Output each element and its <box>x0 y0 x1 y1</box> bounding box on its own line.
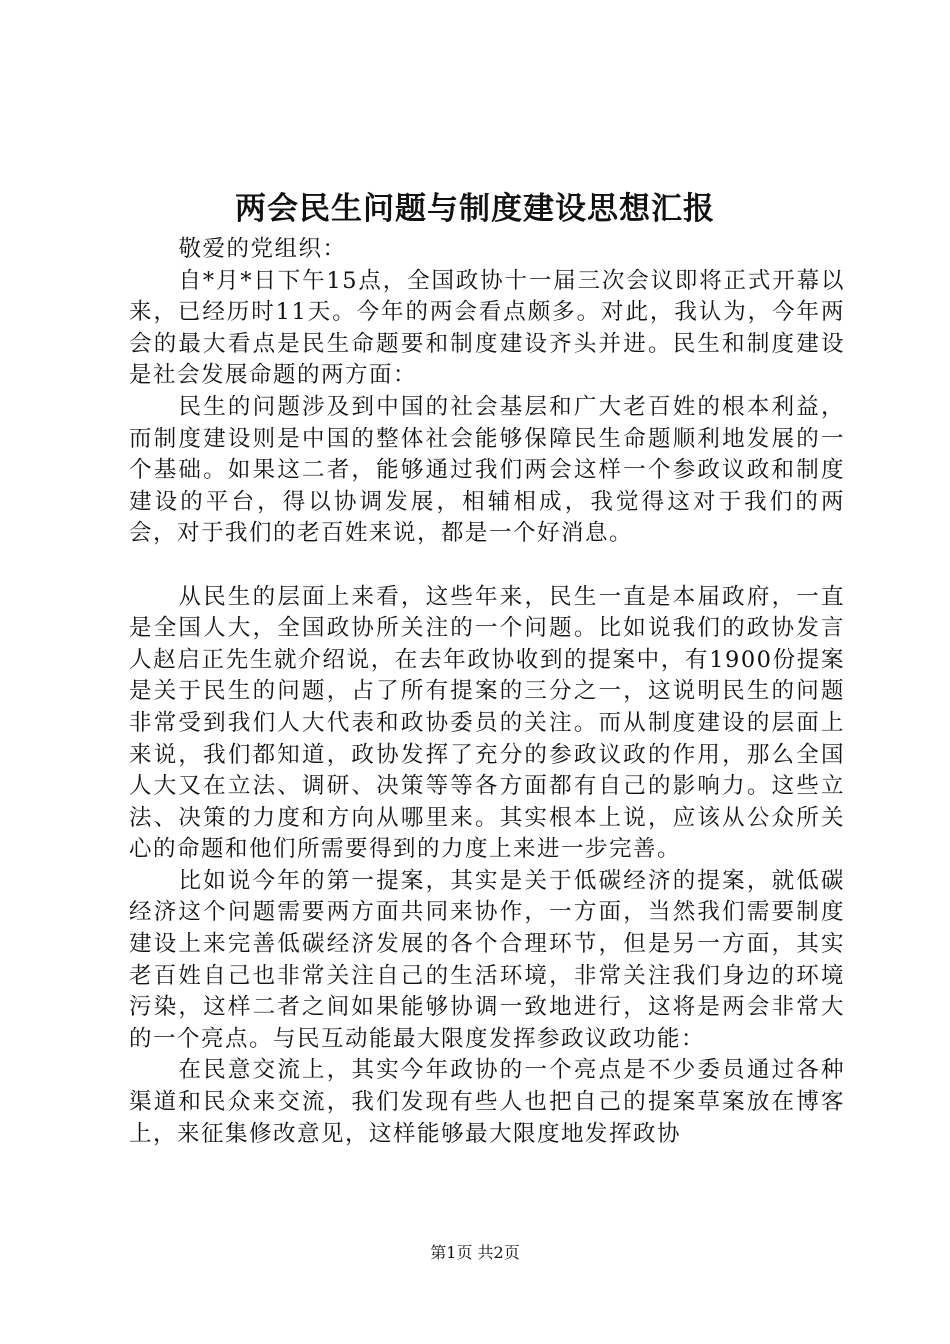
paragraph-1: 自*月*日下午15点，全国政协十一届三次会议即将正式开幕以来，已经历时11天。今年的两会看点颇多。对此，我认为，今年两会的最大看点是民生命题要和制度建设齐头并进。民生和制度建设是社会发展命题的两方面： <box>129 267 845 389</box>
salutation: 敬爱的党组织： <box>178 236 347 262</box>
paragraph-2: 民生的问题涉及到中国的社会基层和广大老百姓的根本利益，而制度建设则是中国的整体社会能够保障民生命题顺利地发展的一个基础。如果这二者，能够通过我们两会这样一个参政议政和制度建设的平台，得以协调发展，相辅相成，我觉得这对于我们的两会，对于我们的老百姓来说，都是一个好消息。 <box>129 393 845 547</box>
paragraph-3: 从民生的层面上来看，这些年来，民生一直是本届政府，一直是全国人大，全国政协所关注的一个问题。比如说我们的政协发言人赵启正先生就介绍说，在去年政协收到的提案中，有1900份提案是关于民生的问题，占了所有提案的三分之一，这说明民生的问题非常受到我们人大代表和政协委员的关注。而从制度建设的层面上来说，我们都知道，政协发挥了充分的参政议政的作用，那么全国人大又在立法、调研、决策等等各方面都有自己的影响力。这些立法、决策的力度和方向从哪里来。其实根本上说，应该从公众所关心的命题和他们所需要得到的力度上来进一步完善。 <box>129 583 845 863</box>
paragraph-4: 比如说今年的第一提案，其实是关于低碳经济的提案，就低碳经济这个问题需要两方面共同来协作，一方面，当然我们需要制度建设上来完善低碳经济发展的各个合理环节，但是另一方面，其实老百姓自己也非常关注自己的生活环境，非常关注我们身边的环境污染，这样二者之间如果能够协调一致地进行，这将是两会非常大的一个亮点。与民互动能最大限度发挥参政议政功能： <box>129 867 845 1052</box>
paragraph-spacer <box>129 550 845 582</box>
document-body <box>129 234 845 1150</box>
page-footer: 第1页 共2页 <box>430 1243 520 1262</box>
document-title: 两会民生问题与制度建设思想汇报 <box>235 191 715 227</box>
paragraph-5: 在民意交流上，其实今年政协的一个亮点是不少委员通过各种渠道和民众来交流，我们发现有些人也把自己的提案草案放在博客上，来征集修改意见，这样能够最大限度地发挥政协 <box>129 1057 845 1147</box>
